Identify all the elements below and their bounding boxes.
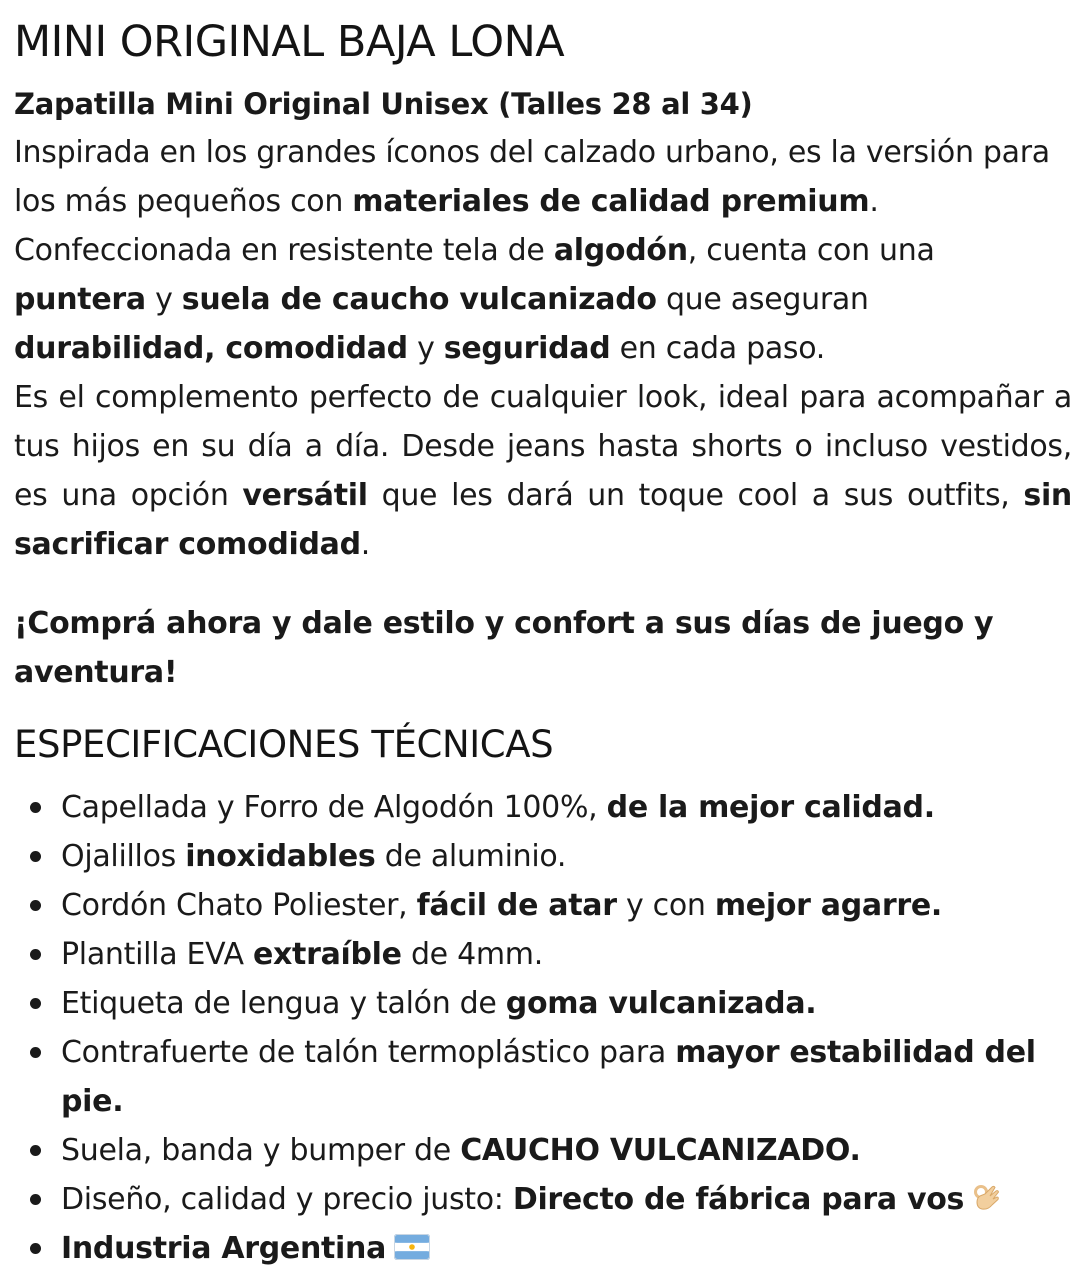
bullet-icon [30, 949, 41, 960]
bold-text: seguridad [443, 331, 611, 366]
bullet-icon [30, 900, 41, 911]
argentina-flag-icon [394, 1234, 430, 1260]
bold-text: puntera [14, 282, 146, 317]
description-paragraph-1 [14, 128, 1072, 373]
description-paragraph-2 [14, 373, 1072, 569]
bullet-icon [30, 1047, 41, 1058]
text: Cordón Chato Poliester, [61, 888, 417, 923]
bold-text: mejor agarre. [714, 888, 942, 923]
text: Inspirada en los grandes íconos del calzado urbano, es la versión para los más pequeños con [14, 135, 1050, 219]
bold-text: Directo de fábrica para vos [512, 1182, 965, 1217]
list-item [14, 881, 1072, 930]
bullet-icon [30, 851, 41, 862]
bullet-icon [30, 998, 41, 1009]
text: . [360, 527, 371, 562]
ok-hand-icon [972, 1183, 1002, 1213]
list-item [14, 1175, 1072, 1224]
text: de 4mm. [401, 937, 543, 972]
bold-text: suela de caucho vulcanizado [181, 282, 657, 317]
text: y [407, 331, 444, 366]
list-item [14, 1126, 1072, 1175]
product-description [14, 14, 1072, 1273]
text: que les dará un toque cool a sus outfits, [367, 478, 1024, 513]
list-item [14, 1224, 1072, 1273]
text: Suela, banda y bumper de [61, 1133, 461, 1168]
bold-text: sin sacrificar comodidad [14, 478, 1072, 562]
bold-text: versátil [242, 478, 368, 513]
bold-text: materiales de calidad premium [352, 184, 870, 219]
bold-text: inoxidables [185, 839, 376, 874]
call-to-action: ¡Comprá ahora y dale estilo y confort a sus días de juego y aventura! [14, 606, 994, 690]
bold-text: de la mejor calidad. [606, 790, 935, 825]
text: Es el complemento perfecto de cualquier look, ideal para acompañar a tus hijos en su día a día. Desde jeans hasta shorts o incluso vestidos, es una opción [14, 380, 1072, 513]
text: y con [616, 888, 715, 923]
text: que aseguran [656, 282, 869, 317]
text: de aluminio. [375, 839, 567, 874]
list-item [14, 783, 1072, 832]
bullet-icon [30, 1145, 41, 1156]
text: . Confeccionada en resistente tela de [14, 184, 879, 268]
specs-title: ESPECIFICACIONES TÉCNICAS [14, 723, 554, 766]
bold-text: goma vulcanizada. [505, 986, 817, 1021]
list-item [14, 1028, 1072, 1126]
text: Contrafuerte de talón termoplástico para [61, 1035, 676, 1070]
product-title: MINI ORIGINAL BAJA LONA [14, 17, 565, 67]
bold-text: algodón [553, 233, 688, 268]
text: en cada paso. [610, 331, 826, 366]
bold-text: extraíble [252, 937, 402, 972]
text: Plantilla EVA [61, 937, 253, 972]
bold-text: CAUCHO VULCANIZADO. [460, 1133, 861, 1168]
product-subtitle: Zapatilla Mini Original Unisex (Talles 28 al 34) [14, 87, 753, 121]
bullet-icon [30, 1194, 41, 1205]
text: y [145, 282, 182, 317]
bullet-icon [30, 1243, 41, 1254]
list-item [14, 930, 1072, 979]
bold-text: mayor estabilidad del pie. [61, 1035, 1036, 1119]
bold-text: durabilidad, comodidad [14, 331, 408, 366]
specs-list [14, 783, 1072, 1273]
text: Capellada y Forro de Algodón 100%, [61, 790, 607, 825]
bullet-icon [30, 802, 41, 813]
list-item [14, 832, 1072, 881]
text: Diseño, calidad y precio justo: [61, 1182, 513, 1217]
text: Etiqueta de lengua y talón de [61, 986, 506, 1021]
list-item [14, 979, 1072, 1028]
text: , cuenta con una [687, 233, 935, 268]
bold-text: fácil de atar [416, 888, 617, 923]
text: Ojalillos [61, 839, 186, 874]
bold-text: Industria Argentina [61, 1231, 387, 1266]
